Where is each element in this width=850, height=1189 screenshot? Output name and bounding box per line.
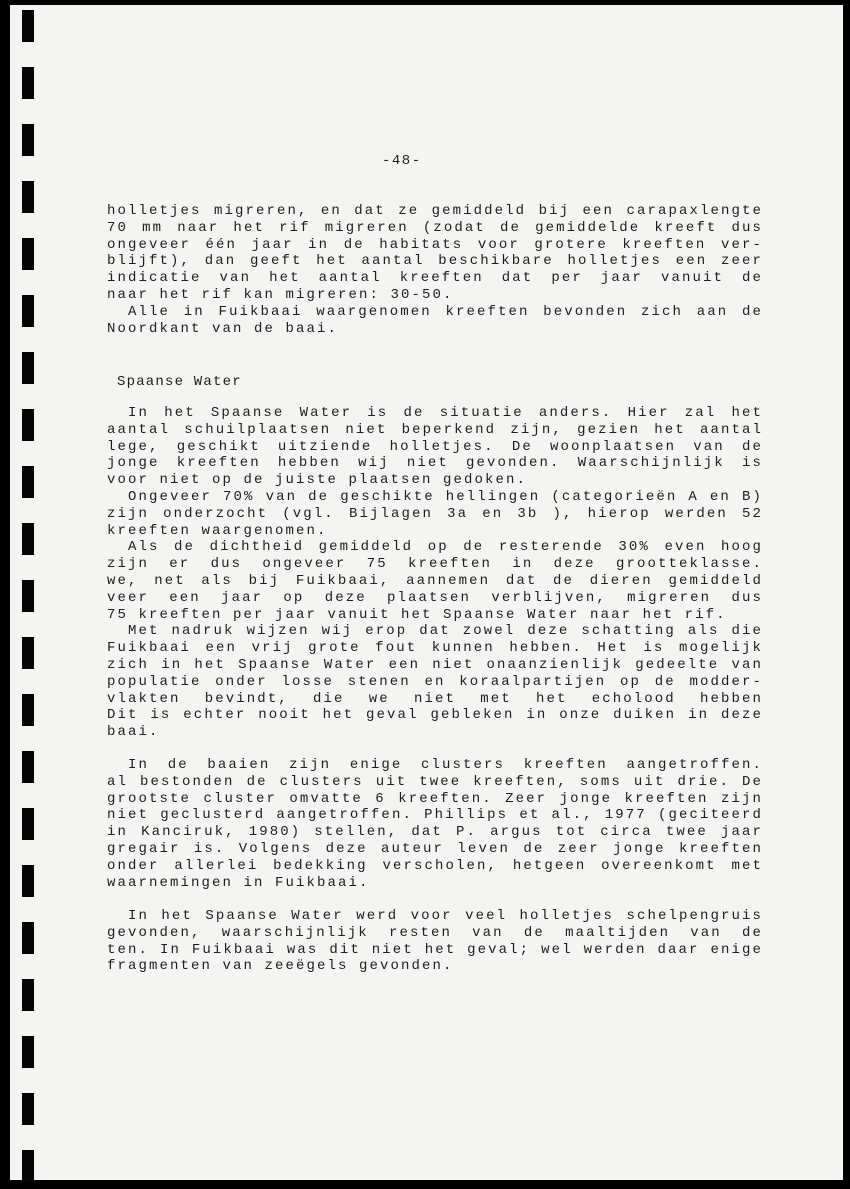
page-number: -48- [382, 153, 422, 169]
binding-hole [22, 238, 34, 270]
text-line: naar het rif kan migreren: 30-50. [107, 286, 454, 303]
text-line: niet geclusterd aangetroffen. Phillips et al., 1977 (geciteerd [107, 807, 763, 824]
text-line: Als de dichtheid gemiddeld op de resterende 30% even hoog [128, 539, 763, 556]
text-line: holletjes migreren, en dat ze gemiddeld bij een carapaxlengte [107, 203, 763, 219]
text-line: Ongeveer 70% van de geschikte hellingen (categorieën A en B) [128, 488, 763, 505]
binding-hole [22, 637, 34, 669]
text-line: gregair is. Volgens deze auteur leven de zeer jonge kreeften [107, 840, 763, 857]
text-line: In de baaien zijn enige clusters kreeften aangetroffen. [128, 757, 763, 773]
text-line: voor niet op de juiste plaatsen gedoken. [107, 472, 528, 489]
text-line: vlakten bevindt, die we niet met het echolood hebben [107, 690, 763, 707]
binding-hole [22, 1036, 34, 1068]
binding-hole [22, 10, 34, 42]
text-line: in Kanciruk, 1980) stellen, dat P. argus tot circa twee jaar [107, 824, 763, 841]
binding-hole [22, 865, 34, 897]
text-line: we, net als bij Fuikbaai, aannemen dat de dieren gemiddeld [107, 572, 763, 589]
binding-hole [22, 67, 34, 99]
binding-hole [22, 352, 34, 384]
text-line: Met nadruk wijzen wij erop dat zowel deze schatting als die [128, 623, 763, 640]
text-line: al bestonden de clusters uit twee kreeften, soms uit drie. De [107, 773, 763, 790]
text-line: Fuikbaai een vrij grote fout kunnen hebben. Het is mogelijk [107, 640, 763, 657]
binding-hole [22, 409, 34, 441]
binding-hole [22, 922, 34, 954]
text-line: indicatie van het aantal kreeften dat per jaar vanuit de [107, 270, 763, 287]
text-line: In het Spaanse Water is de situatie anders. Hier zal het [128, 405, 763, 421]
text-line: baai. [107, 724, 160, 741]
text-line: 75 kreeften per jaar vanuit het Spaanse Water naar het rif. [107, 606, 727, 623]
paragraph-spaanse-water [107, 405, 763, 741]
binding-hole [22, 808, 34, 840]
binding-hole [22, 751, 34, 783]
text-line: ten. In Fuikbaai was dit niet het geval; wel werden daar enige [107, 941, 763, 958]
paragraph-schelpengruis [107, 908, 763, 975]
text-line: waarnemingen in Fuikbaai. [107, 874, 370, 891]
binding-hole [22, 124, 34, 156]
binding-hole [22, 295, 34, 327]
text-line: lege, geschikt uitziende holletjes. De woonplaatsen van de [107, 438, 763, 455]
text-line: populatie onder losse stenen en koraalpartijen op de modder- [107, 673, 763, 690]
binding-hole [22, 181, 34, 213]
binding-hole [22, 580, 34, 612]
text-line: fragmenten van zeeëgels gevonden. [107, 958, 454, 975]
text-line: aantal schuilplaatsen niet beperkend zijn, gezien het aantal [107, 421, 763, 438]
text-line: veer een jaar op deze plaatsen verblijven, migreren dus [107, 589, 763, 606]
text-line: Alle in Fuikbaai waargenomen kreeften bevonden zich aan de [128, 303, 763, 320]
document-page [10, 5, 843, 1180]
text-line: In het Spaanse Water werd voor veel holletjes schelpengruis [128, 908, 763, 924]
text-line: blijft), dan geeft het aantal beschikbare holletjes een zeer [107, 253, 763, 270]
binding-hole [22, 523, 34, 555]
paragraph-clusters [107, 757, 763, 891]
section-heading: Spaanse Water [117, 374, 242, 390]
text-line: ongeveer één jaar in de habitats voor grotere kreeften ver- [107, 236, 763, 253]
text-line: zijn er dus ongeveer 75 kreeften in deze grootteklasse. [107, 556, 763, 573]
binding-hole [22, 694, 34, 726]
text-line: jonge kreeften hebben wij niet gevonden. Waarschijnlijk is [107, 455, 763, 472]
binding-hole [22, 1093, 34, 1125]
binding-hole [22, 466, 34, 498]
text-line: zijn onderzocht (vgl. Bijlagen 3a en 3b ), hierop werden 52 [107, 505, 763, 522]
text-line: grootste cluster omvatte 6 kreeften. Zeer jonge kreeften zijn [107, 790, 763, 807]
binding-hole [22, 1150, 34, 1182]
text-line: Noordkant van de baai. [107, 320, 339, 337]
text-line: Dit is echter nooit het geval gebleken in onze duiken in deze [107, 707, 763, 724]
text-line: 70 mm naar het rif migreren (zodat de gemiddelde kreeft dus [107, 219, 763, 236]
paragraph-fuikbaai-migration [107, 203, 763, 337]
text-line: zich in het Spaanse Water een niet onaanzienlijk gedeelte van [107, 656, 763, 673]
text-line: gevonden, waarschijnlijk resten van de maaltijden van de [107, 924, 763, 941]
text-line: kreeften waargenomen. [107, 522, 328, 539]
text-line: onder allerlei bedekking verscholen, hetgeen overeenkomt met [107, 857, 763, 874]
binding-hole [22, 979, 34, 1011]
